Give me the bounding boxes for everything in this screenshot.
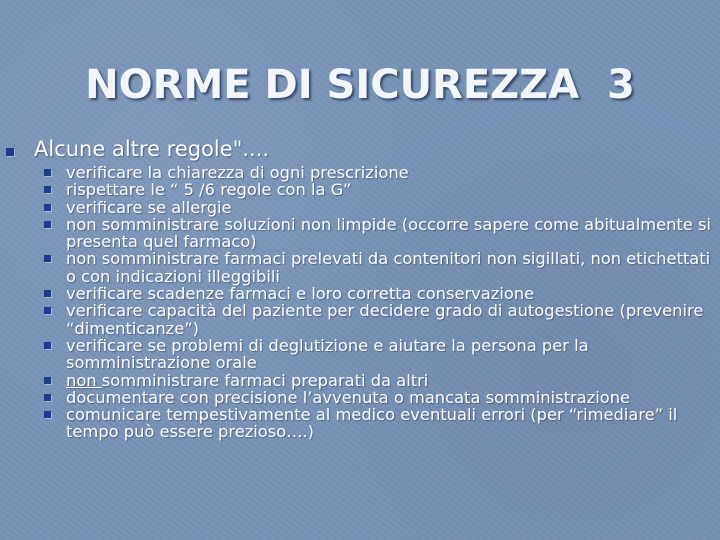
square-bullet-icon: [44, 204, 51, 211]
list-item: [40, 406, 715, 441]
list-item-text: verificare la chiarezza di ogni prescrizione: [66, 163, 409, 182]
list-item-text: verificare se allergie: [66, 197, 232, 217]
list-item-text: documentare con precisione l’avvenuta o mancata somministrazione: [66, 387, 631, 407]
list-item-text: verificare se problemi di deglutizione e aiutare la persona per la somministrazione orale: [66, 335, 589, 373]
list-item-text: non somministrare soluzioni non limpide (occorre sapere come abitualmente si presenta quel farmaco): [66, 214, 712, 252]
list-item: [40, 337, 715, 372]
square-bullet-icon: [44, 377, 51, 384]
list-item: [40, 181, 715, 198]
square-bullet-icon: [44, 255, 51, 262]
list-item: [40, 285, 715, 302]
square-bullet-icon: [44, 186, 51, 193]
list-item-text: verificare capacità del paziente per decidere grado di autogestione (prevenire “dimenticanze”): [66, 301, 704, 338]
square-bullet-icon: [44, 290, 51, 297]
list-item: [40, 372, 715, 389]
square-bullet-icon: [44, 411, 51, 418]
square-bullet-icon: [6, 148, 14, 156]
list-item: [40, 216, 715, 251]
slide-title: NORME DI SICUREZZA 3: [85, 62, 635, 108]
list-item-text: rispettare le “ 5 /6 regole con la G”: [66, 180, 352, 200]
square-bullet-icon: [44, 342, 51, 349]
list-item-text: comunicare tempestivamente al medico eventuali errori (per “rimediare” il tempo può essere prezioso….): [66, 405, 678, 442]
list-item: [40, 164, 715, 181]
square-bullet-icon: [44, 307, 51, 314]
list-item-text: non somministrare farmaci prelevati da contenitori non sigillati, non etichettati o con indicazioni illeggibili: [66, 249, 711, 286]
rules-list: [40, 164, 715, 441]
square-bullet-icon: [44, 394, 51, 401]
intro-text: Alcune altre regole"....: [34, 137, 270, 161]
square-bullet-icon: [44, 169, 51, 176]
list-item-text: verificare scadenze farmaci e loro corretta conservazione: [66, 284, 535, 304]
list-item: [40, 302, 715, 337]
list-item: [40, 250, 715, 285]
square-bullet-icon: [44, 221, 51, 228]
underlined-prefix: non: [66, 370, 102, 390]
list-item: [40, 199, 715, 216]
list-item-text: [66, 372, 715, 389]
list-item-rest: somministrare farmaci preparati da altri: [101, 370, 429, 390]
list-item: [40, 389, 715, 406]
